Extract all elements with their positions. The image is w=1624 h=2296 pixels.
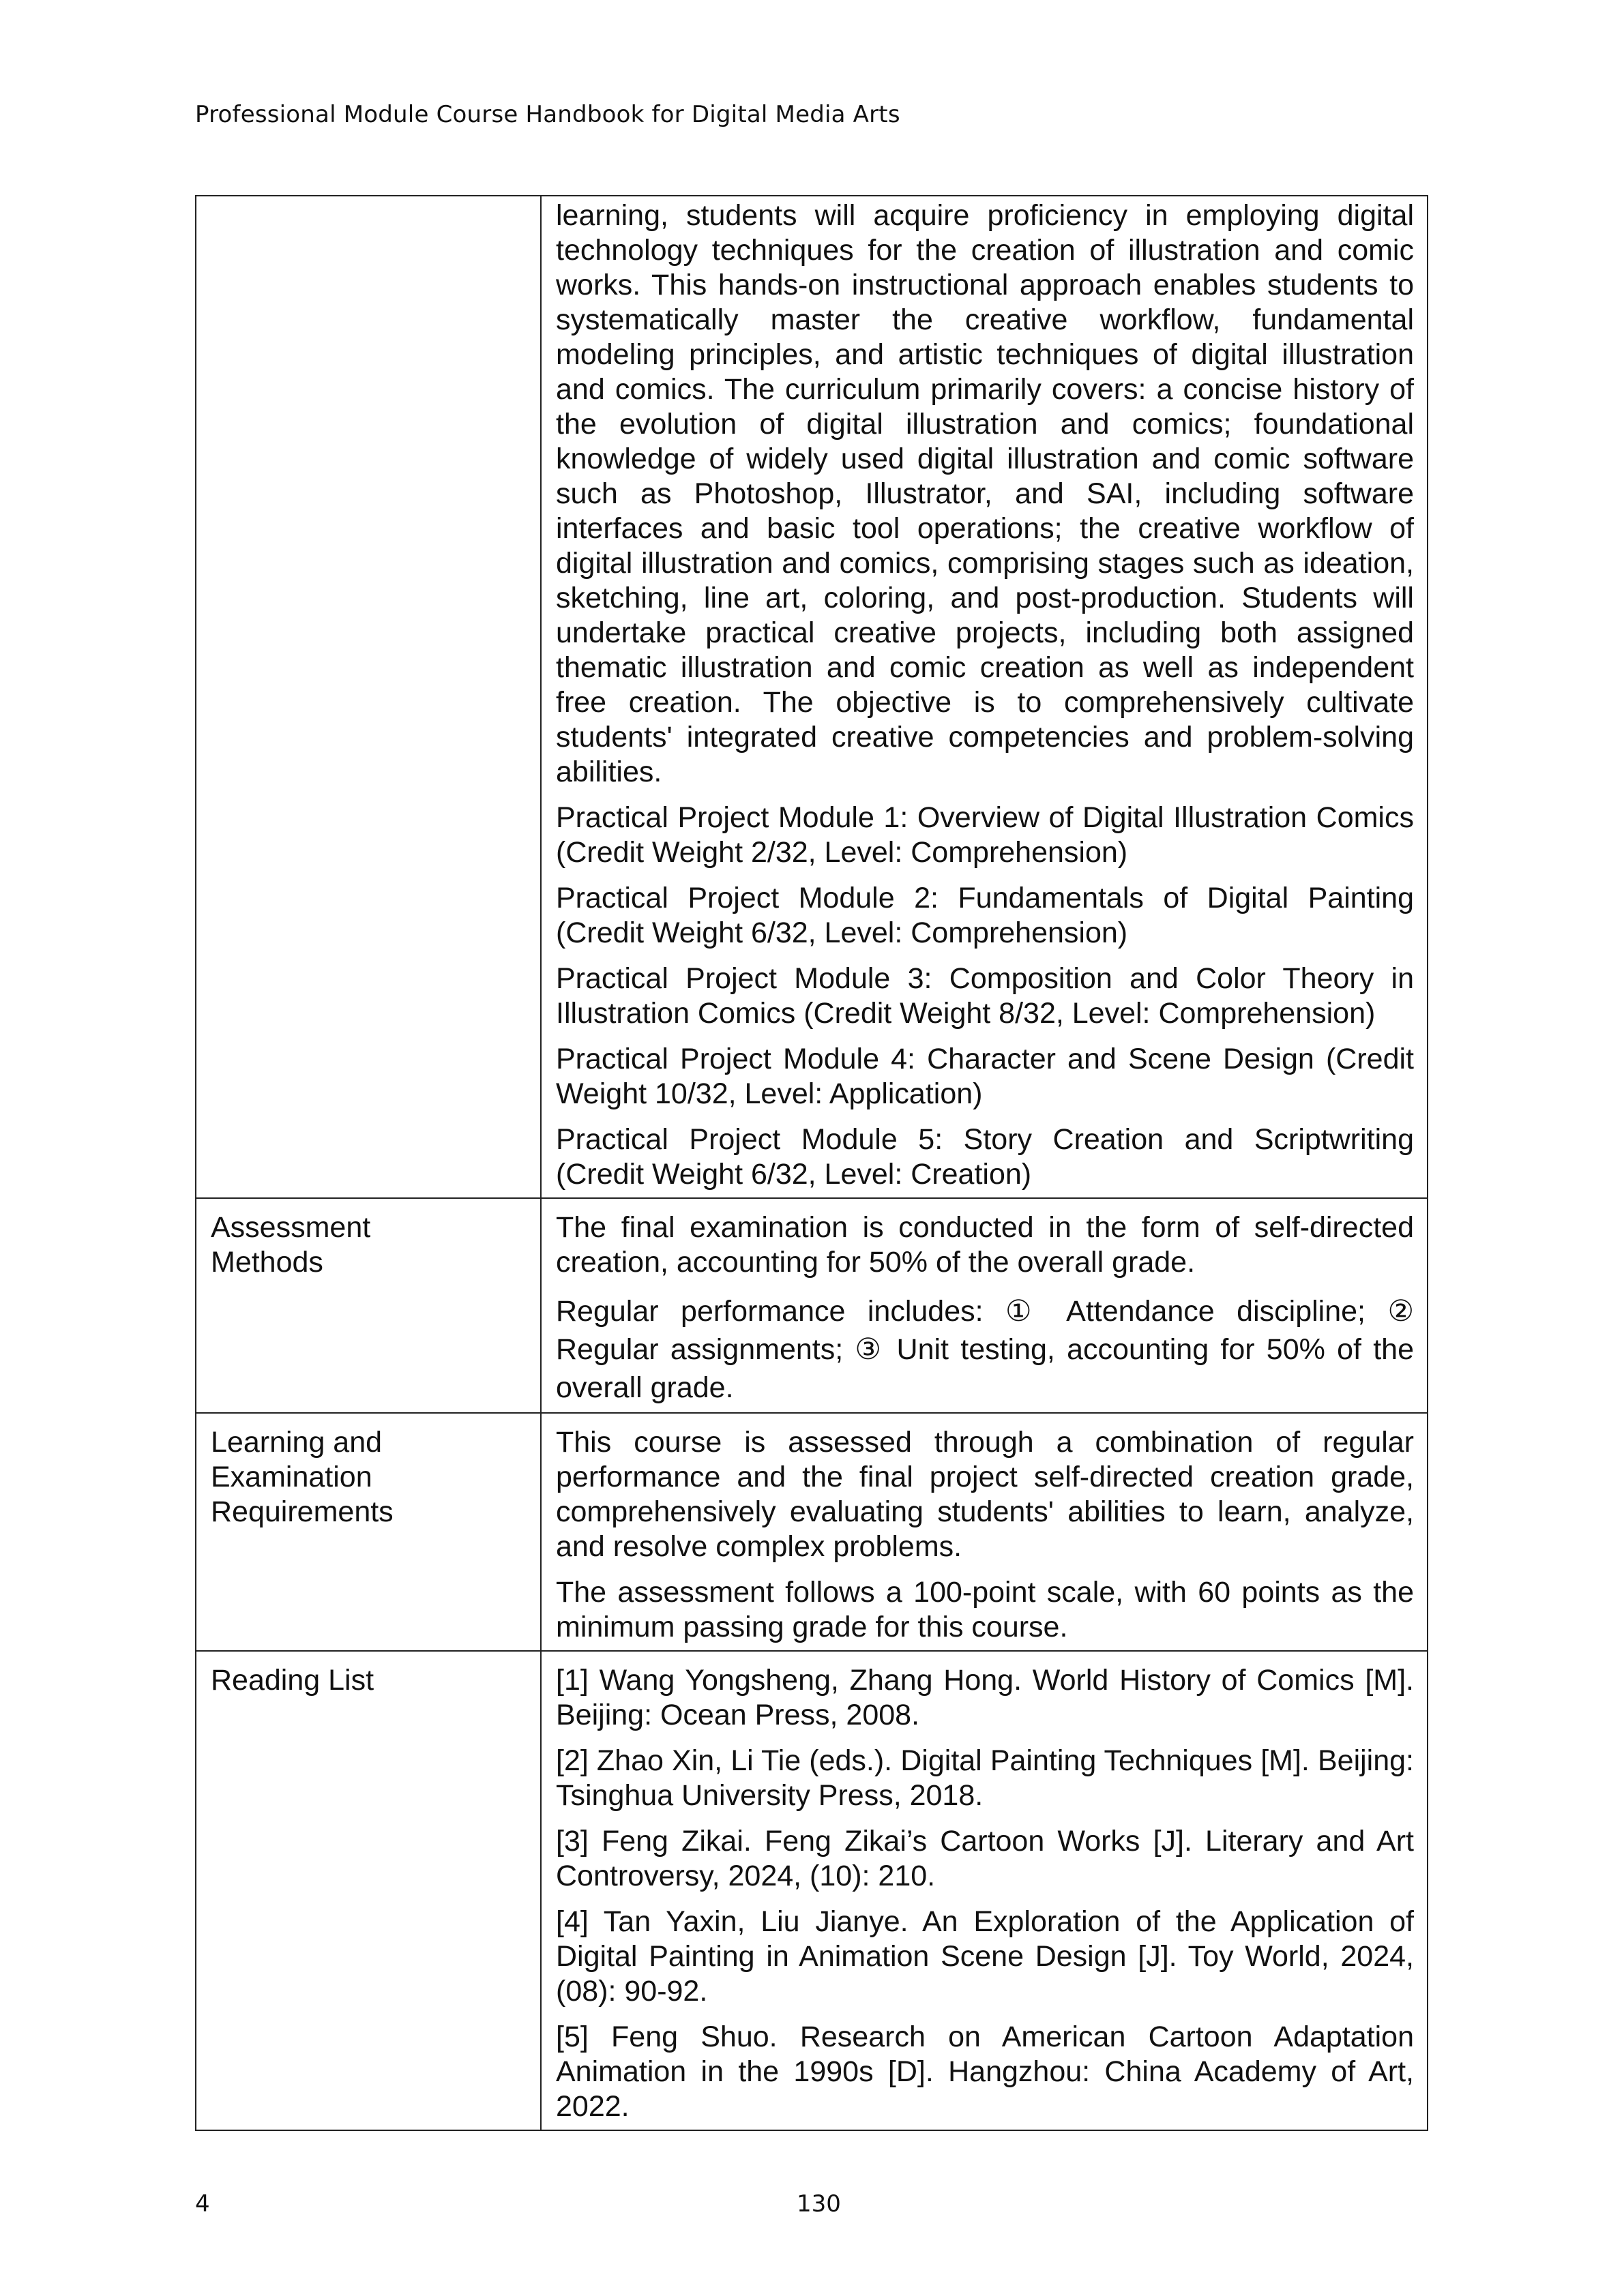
row-label-learning-requirements xyxy=(196,1413,541,1651)
running-header: Professional Module Course Handbook for Digital Media Arts xyxy=(195,101,900,128)
project-module-3: Practical Project Module 3: Composition and Color Theory in Illustration Comics (Credit Weight 8/32, Level: Comprehension) xyxy=(556,962,1414,1030)
table-row-reading-list xyxy=(196,1651,1428,2130)
reading-item-5: [5] Feng Shuo. Research on American Cartoon Adaptation Animation in the 1990s [D]. Hangzhou: China Academy of Art, 2022. xyxy=(556,2021,1414,2123)
project-module-4: Practical Project Module 4: Character and Scene Design (Credit Weight 10/32, Level: Application) xyxy=(556,1043,1414,1110)
assessment-combination-paragraph: This course is assessed through a combination of regular performance and the final project self-directed creation grade, comprehensively evaluating students' abilities to learn, analyze, and resolve complex problems. xyxy=(556,1426,1414,1563)
footer-page-number: 130 xyxy=(797,2190,841,2218)
row-label-reading-list xyxy=(196,1651,541,2130)
table-row-assessment-methods xyxy=(196,1198,1428,1413)
project-module-5: Practical Project Module 5: Story Creation and Scriptwriting (Credit Weight 6/32, Level: Creation) xyxy=(556,1123,1414,1191)
course-details-table xyxy=(195,195,1428,2131)
reading-item-3: [3] Feng Zikai. Feng Zikai’s Cartoon Works [J]. Literary and Art Controversy, 2024, (10): 210. xyxy=(556,1825,1414,1892)
label-line: Assessment xyxy=(211,1211,371,1244)
table-row-course-content xyxy=(196,196,1428,1198)
assessment-methods-cell xyxy=(541,1198,1428,1413)
label-line: Requirements xyxy=(211,1495,394,1528)
label-line: Learning and xyxy=(211,1426,383,1459)
footer-section-number: 4 xyxy=(195,2190,210,2218)
label-line: Examination xyxy=(211,1461,372,1493)
row-label-assessment-methods xyxy=(196,1198,541,1413)
project-module-1: Practical Project Module 1: Overview of Digital Illustration Comics (Credit Weight 2/32, Level: Comprehension) xyxy=(556,801,1414,869)
project-module-2: Practical Project Module 2: Fundamentals of Digital Painting (Credit Weight 6/32, Level: Comprehension) xyxy=(556,882,1414,949)
grading-scale-paragraph: The assessment follows a 100-point scale, with 60 points as the minimum passing grade for this course. xyxy=(556,1576,1414,1643)
row-label-empty xyxy=(196,196,541,1198)
course-description-paragraph: learning, students will acquire proficiency in employing digital technology techniques for the creation of illustration and comic works. This hands-on instructional approach enables students to systematically master the creative workflow, fundamental modeling principles, and artistic techniques of digital illustration and comics. The curriculum primarily covers: a concise history of the evolution of digital illustration and comics; foundational knowledge of widely used digital illustration and comic software such as Photoshop, Illustrator, and SAI, including software interfaces and basic tool operations; the creative workflow of digital illustration and comics, comprising stages such as ideation, sketching, line art, coloring, and post-production. Students will undertake practical creative projects, including both assigned thematic illustration and comic creation as well as independent free creation. The objective is to comprehensively cultivate students' integrated creative competencies and problem-solving abilities. xyxy=(556,199,1414,788)
reading-item-2: [2] Zhao Xin, Li Tie (eds.). Digital Painting Techniques [M]. Beijing: Tsinghua University Press, 2018. xyxy=(556,1744,1414,1812)
table-row-learning-requirements xyxy=(196,1413,1428,1651)
reading-list-cell xyxy=(541,1651,1428,2130)
regular-performance-paragraph: Regular performance includes: ① Attendance discipline; ② Regular assignments; ③ Unit testing, accounting for 50% of the overall grade. xyxy=(556,1295,1414,1404)
final-exam-paragraph: The final examination is conducted in the form of self-directed creation, accounting for 50% of the overall grade. xyxy=(556,1211,1414,1279)
reading-item-1: [1] Wang Yongsheng, Zhang Hong. World History of Comics [M]. Beijing: Ocean Press, 2008. xyxy=(556,1664,1414,1731)
course-content-cell xyxy=(541,196,1428,1198)
learning-requirements-cell xyxy=(541,1413,1428,1651)
label-line: Reading List xyxy=(211,1664,374,1697)
reading-item-4: [4] Tan Yaxin, Liu Jianye. An Exploration of the Application of Digital Painting in Animation Scene Design [J]. Toy World, 2024, (08): 90-92. xyxy=(556,1905,1414,2008)
label-line: Methods xyxy=(211,1246,323,1279)
